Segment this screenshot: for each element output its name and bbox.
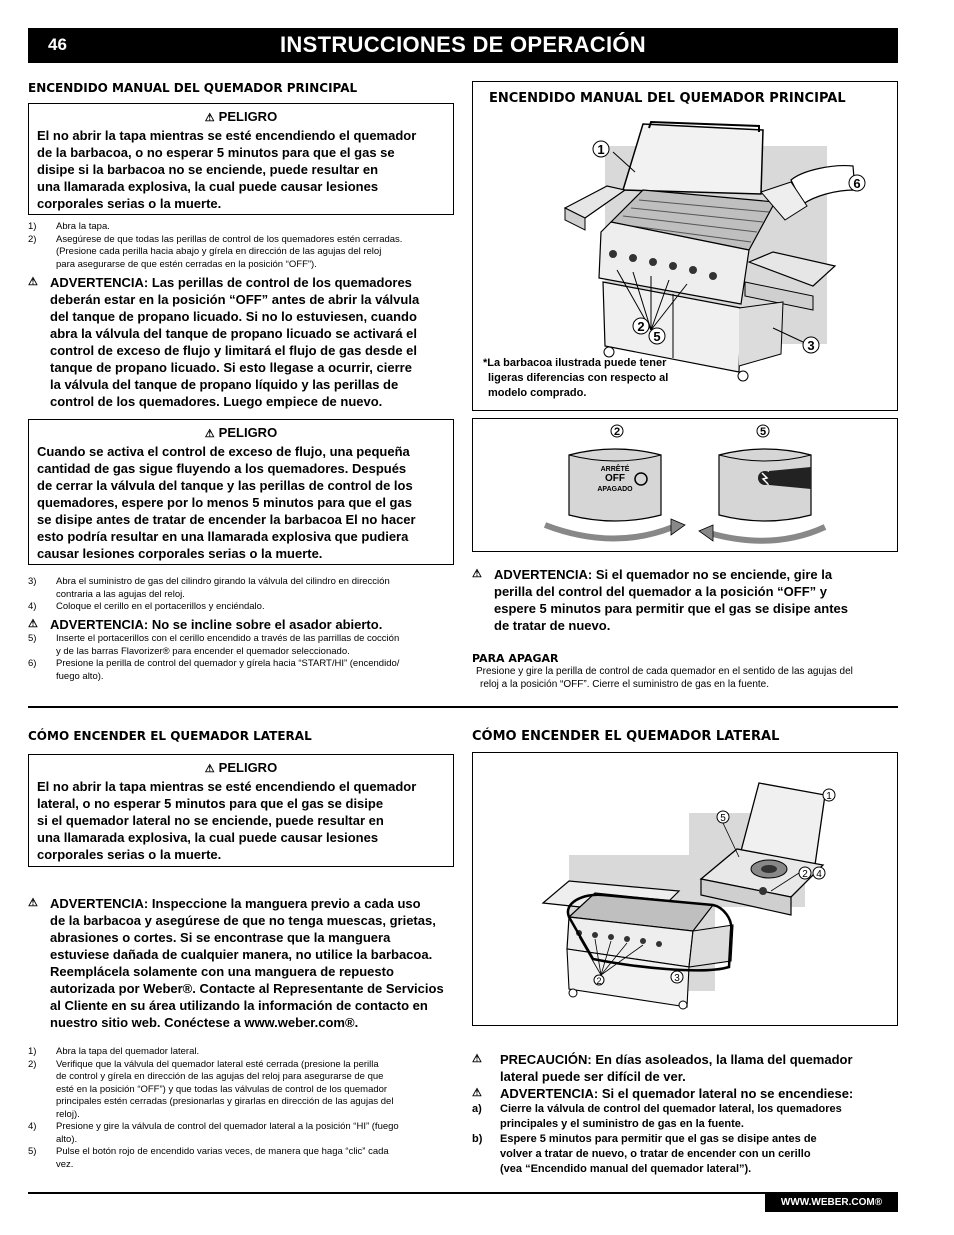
figure-side-burner <box>472 752 898 1026</box>
danger-title: ⚠ PELIGRO <box>37 424 445 443</box>
section-heading-main-burner: ENCENDIDO MANUAL DEL QUEMADOR PRINCIPAL <box>28 81 358 95</box>
footer-url: WWW.WEBER.COM® <box>765 1194 898 1212</box>
danger-text: El no abrir la tapa mientras se esté encendiendo el quemador lateral, o no esperar 5 minutos para que el gas se disipe si el quemador lateral no se enciende, puede resultar en una llamarada explosiva, la cual puede causar lesiones corporales serias o la muerte. <box>37 779 417 862</box>
side-burner-illustration <box>473 753 897 1025</box>
warning-triangle-icon: ⚠ <box>472 568 482 580</box>
danger-title: ⚠ PELIGRO <box>37 108 445 127</box>
sub-item: b) Espere 5 minutos para permitir que el gas se disipe antes de volver a tratar de nuevo, o tratar de encender con un cerillo (vea “Encendido manual del quemador lateral”). <box>472 1133 817 1175</box>
callout-label: 3 <box>807 338 815 353</box>
step-item: 5) Pulse el botón rojo de encendido varias veces, de manera que haga “clic” cada vez. <box>28 1146 389 1170</box>
steps-list-a <box>28 221 458 271</box>
section-heading-side-burner-right: CÓMO ENCENDER EL QUEMADOR LATERAL <box>472 729 780 744</box>
steps-list-b <box>28 576 458 614</box>
warning-triangle-icon: ⚠ <box>204 112 215 124</box>
step-item: 4) Presione y gire la válvula de control del quemador lateral a la posición “HI” (fuego alto). <box>28 1121 399 1145</box>
warning-triangle-icon: ⚠ <box>472 1053 482 1065</box>
callout-label: 6 <box>853 176 861 191</box>
callout-label: 1 <box>826 791 832 802</box>
step-item: 1) Abra la tapa del quemador lateral. <box>28 1046 200 1057</box>
section-divider <box>28 706 898 708</box>
warning-triangle-icon: ⚠ <box>28 897 38 909</box>
sub-items-list <box>472 1102 898 1177</box>
danger-box-3 <box>28 754 454 867</box>
step-item: 1) Abra la tapa. <box>28 221 110 232</box>
warning-triangle-icon: ⚠ <box>204 428 215 440</box>
callout-label: 5 <box>720 813 726 824</box>
danger-title: ⚠ PELIGRO <box>37 759 445 778</box>
steps-list-side <box>28 1046 458 1171</box>
page-number: 46 <box>48 35 67 54</box>
step-item: 3) Abra el suministro de gas del cilindro girando la válvula del cilindro en dirección contraria a las agujas del reloj. <box>28 576 390 600</box>
warning-block-side: ⚠ ADVERTENCIA: Si el quemador lateral no se encendiese: <box>472 1086 854 1101</box>
warning-block-hose: ⚠ ADVERTENCIA: Inspeccione la manguera previo a cada uso de la barbacoa y asegúrese de que no tenga muescas, grietas, abrasiones o cortes. Si se encontrase que la manguera estuviese dañada de cualquier manera, no utilice la barbacoa. Reemplácela solamente con una manguera de repuesto autorizada por Weber®. Contacte al Representante de Servicios al Cliente en su área utilizando la información de contacto en nuestro sitio web. Conéctese a www.weber.com®. <box>28 896 444 1030</box>
knob-illustration <box>473 419 897 551</box>
knob-arrete-label: ARRÊTÉ <box>600 466 630 473</box>
figure-title: ENCENDIDO MANUAL DEL QUEMADOR PRINCIPAL <box>489 91 846 106</box>
danger-text: El no abrir la tapa mientras se esté encendiendo el quemador de la barbacoa, o no esperar 5 minutos para que el gas se disipe si la barbacoa no se enciende, puede resultar en una llamarada explosiva, la cual puede causar lesiones corporales serias o la muerte. <box>37 128 417 211</box>
figure-knobs <box>472 418 898 552</box>
warning-block-2: ⚠ ADVERTENCIA: No se incline sobre el asador abierto. <box>28 617 383 632</box>
callout-label: 3 <box>674 973 680 984</box>
caution-block: ⚠ PRECAUCIÓN: En días asoleados, la llama del quemador lateral puede ser difícil de ver. <box>472 1052 853 1084</box>
warning-triangle-icon: ⚠ <box>472 1087 482 1099</box>
warning-triangle-icon: ⚠ <box>28 276 38 288</box>
callout-label: 2 <box>637 319 645 334</box>
knob-callout: 2 <box>613 426 621 438</box>
step-item: 2) Verifique que la válvula del quemador lateral esté cerrada (presione la perilla de control y gírela en dirección de las agujas del reloj para asegurarse de que esté en la posición “OFF”) y que todas las válvulas de control de los quemador principales estén cerradas (presionarlas y girarlas en dirección de las agujas del reloj). <box>28 1058 394 1120</box>
step-item: 2) Asegúrese de que todas las perillas de control de los quemadores estén cerradas. (Presione cada perilla hacia abajo y gírela en dirección de las agujas del reloj para asegurarse de que estén cerradas en la posición “OFF”). <box>28 233 403 270</box>
step-item: 4) Coloque el cerillo en el portacerillos y enciéndalo. <box>28 601 265 612</box>
warning-triangle-icon: ⚠ <box>204 763 215 775</box>
warning-block-1: ⚠ ADVERTENCIA: Las perillas de control de los quemadores deberán estar en la posición “OFF” antes de abrir la válvula del tanque de propano licuado. Si no lo estuviesen, cuando abra la válvula del tanque de propano licuado se activará el control de exceso de flujo y limitará el flujo de gas desde el tanque de propano licuado. Si esto llegase a ocurrir, cierre la válvula del tanque de propano líquido y las perillas de control de los quemadores. Luego empiece de nuevo. <box>28 275 420 409</box>
callout-label: 1 <box>597 142 605 157</box>
shutdown-section <box>472 652 898 691</box>
steps-list-c <box>28 633 458 683</box>
warning-triangle-icon: ⚠ <box>28 618 38 630</box>
sub-item: a) Cierre la válvula de control del quemador lateral, los quemadores principales y el suministro de gas en la fuente. <box>472 1103 842 1130</box>
warning-block-3: ⚠ ADVERTENCIA: Si el quemador no se enciende, gire la perilla del control del quemador a la posición “OFF” y espere 5 minutos para permitir que el gas se disipe antes de tratar de nuevo. <box>472 567 849 633</box>
shutdown-text: Presione y gire la perilla de control de cada quemador en el sentido de las agujas del reloj a la posición “OFF”. Cierre el suministro de gas en la fuente. <box>476 666 853 690</box>
shutdown-heading: PARA APAGAR <box>472 652 559 665</box>
knob-callout: 5 <box>759 426 767 438</box>
figure-caption: *La barbacoa ilustrada puede tener ligeras diferencias con respecto al modelo comprado. <box>483 357 669 399</box>
step-item: 5) Inserte el portacerillos con el cerillo encendido a través de las parrillas de cocción y de las barras Flavorizer® para encender el quemador seleccionado. <box>28 633 400 657</box>
danger-box-1 <box>28 103 454 215</box>
danger-box-2 <box>28 419 454 565</box>
danger-text: Cuando se activa el control de exceso de flujo, una pequeña cantidad de gas sigue fluyendo a los quemadores. Después de cerrar la válvula del tanque y las perillas de control de los quemadores, espere por lo menos 5 minutos para que el gas se disipe antes de tratar de encender la barbacoa El no hacer esto podría resultar en una llamarada explosiva que pudiera causar lesiones corporales serias o la muerte. <box>37 444 416 561</box>
figure-main-burner <box>472 81 898 411</box>
knob-apagado-label: APAGADO <box>597 486 633 493</box>
page-header <box>28 28 898 63</box>
callout-label: 4 <box>816 869 822 880</box>
callout-label: 2 <box>802 869 808 880</box>
callout-label: 2 <box>596 976 602 986</box>
knob-off-label: OFF <box>605 473 625 484</box>
step-item: 6) Presione la perilla de control del quemador y gírela hacia “START/HI” (encendido/ fuego alto). <box>28 658 400 682</box>
page-title: INSTRUCCIONES DE OPERACIÓN <box>280 32 646 57</box>
section-heading-side-burner: CÓMO ENCENDER EL QUEMADOR LATERAL <box>28 729 312 743</box>
callout-label: 5 <box>653 329 661 344</box>
